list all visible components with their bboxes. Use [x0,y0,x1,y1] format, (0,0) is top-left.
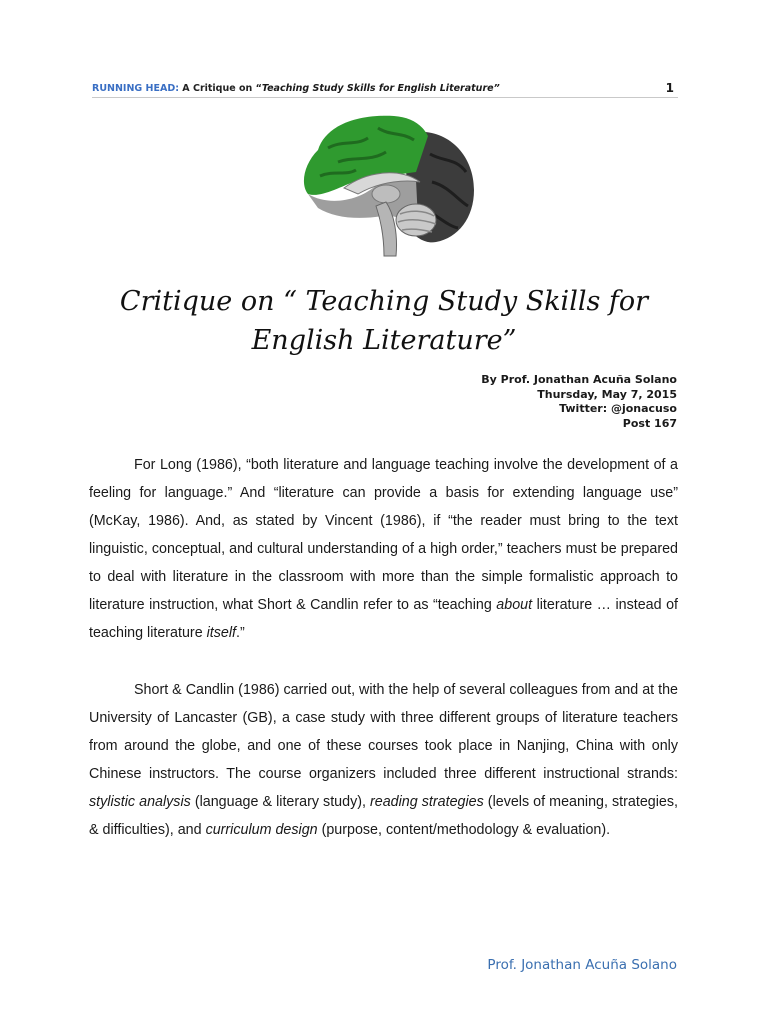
document-title [84,282,684,360]
page-number: 1 [665,81,674,95]
running-head-label: RUNNING HEAD: [92,83,179,94]
p1-text-a: For Long (1986), “both literature and language teaching involve the development of a feeling for language.” And “literature can provide a basis for extending language use” (McKay, 1986). And, as stated by Vincent (1986), if “the reader must bring to the text linguistic, conceptual, and cultural understanding of a high order,” teachers must be prepared to deal with literature in the classroom with more than the simple formalistic approach to literature instruction, what Short & Candlin refer to as “teaching [89,457,678,613]
p2-emphasis-stylistic-analysis: stylistic analysis [89,794,191,810]
p1-text-b: literature … instead of teaching literature [89,597,678,641]
footer-author: Prof. Jonathan Acuña Solano [487,957,677,973]
paragraph-2 [89,676,678,844]
title-line-1: Critique on “ Teaching Study Skills for [119,286,649,317]
p2-text-c: (levels of meaning, strategies, & difficulties), and [89,794,678,838]
p1-text-c: .” [236,625,245,641]
running-head [92,80,678,98]
p2-text-a: Short & Candlin (1986) carried out, with the help of several colleagues from and at the University of Lancaster (GB), a case study with three different groups of literature teachers from around the globe, and one of these courses took place in Nanjing, China with only Chinese instructors. The course organizers included three different instructional strands: [89,682,678,782]
paragraph-1 [89,451,678,647]
byline-twitter: Twitter: @jonacuso [559,402,677,415]
byline-author: By Prof. Jonathan Acuña Solano [481,373,677,386]
running-head-title: Teaching Study Skills for English Literature” [261,83,500,94]
byline-post: Post 167 [622,416,677,430]
brain-illustration [298,110,476,260]
p2-emphasis-reading-strategies: reading strategies [370,794,484,810]
byline-date: Thursday, May 7, 2015 [537,387,677,401]
byline [377,373,677,431]
p1-emphasis-itself: itself [206,625,237,641]
title-line-2: English Literature” [251,325,517,356]
p2-text-b: (language & literary study), [190,794,371,810]
p1-emphasis-about: about [496,597,533,613]
p2-emphasis-curriculum-design: curriculum design [205,822,318,838]
p2-text-d: (purpose, content/methodology & evaluation). [317,822,611,838]
running-head-prefix: A Critique on “ [179,83,262,94]
